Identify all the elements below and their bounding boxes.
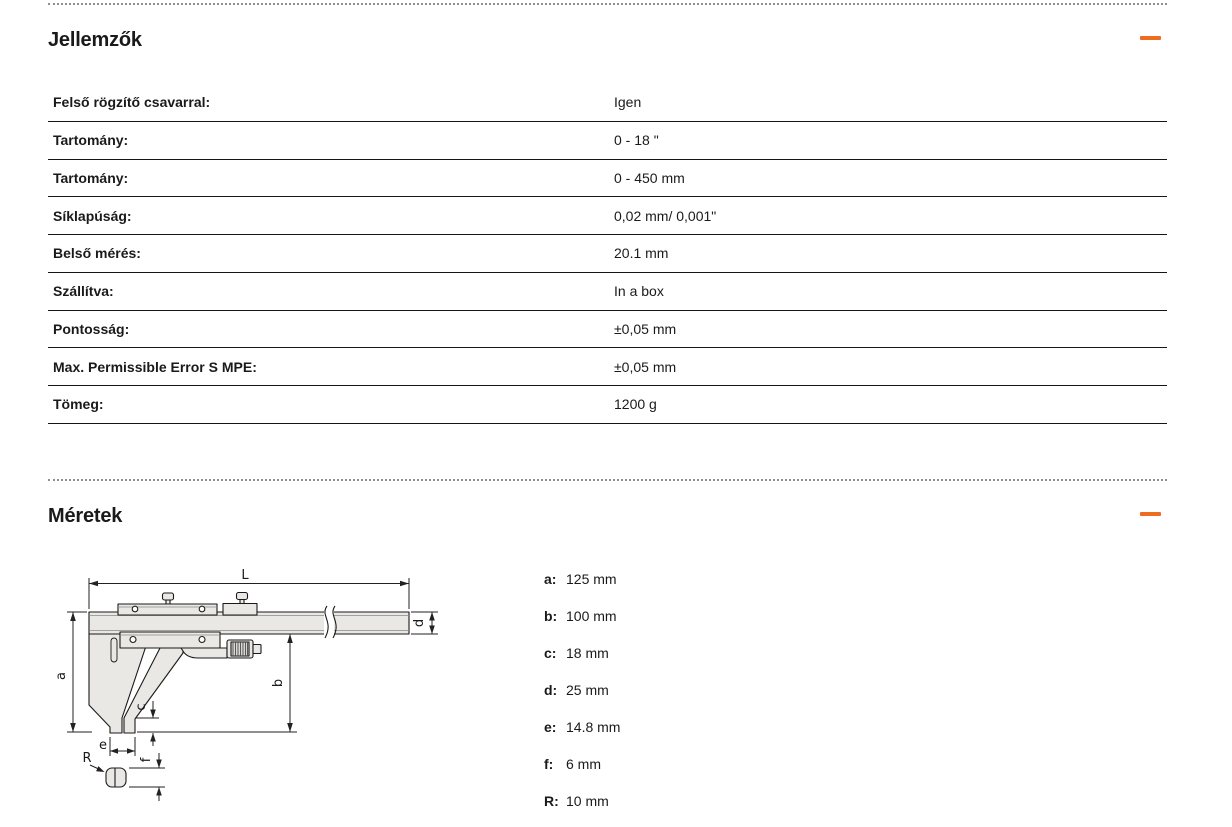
dimension-letter: b: — [544, 608, 558, 624]
table-row — [48, 348, 1167, 386]
table-row — [48, 311, 1167, 349]
spec-label: Felső rögzítő csavarral: — [53, 94, 211, 111]
dotted-separator-middle — [48, 479, 1167, 481]
table-row — [48, 386, 1167, 424]
dimension-value: 14.8 mm — [566, 719, 621, 735]
spec-value: ±0,05 mm — [614, 358, 677, 375]
dimension-letter: f: — [544, 756, 554, 772]
list-item — [544, 783, 844, 820]
spec-label: Síklapúság: — [53, 207, 132, 224]
list-item — [544, 709, 844, 746]
spec-value: ±0,05 mm — [614, 320, 677, 337]
spec-label: Max. Permissible Error S MPE: — [53, 358, 257, 375]
dotted-separator-top — [48, 3, 1167, 5]
spec-value: 20.1 mm — [614, 245, 669, 262]
dim-label-R: R — [82, 751, 92, 766]
dimension-value: 6 mm — [566, 756, 601, 772]
dimension-letter: c: — [544, 645, 557, 661]
collapse-minus-icon[interactable] — [1140, 512, 1161, 516]
dim-label-f: f — [139, 757, 154, 763]
dimension-letter: a: — [544, 571, 557, 587]
dimension-value: 125 mm — [566, 571, 617, 587]
table-row — [48, 84, 1167, 122]
spec-value: 0 - 18 " — [614, 132, 659, 149]
spec-value: 0,02 mm/ 0,001" — [614, 207, 717, 224]
dimension-letter: R: — [544, 793, 559, 809]
jaw-tip-cross-section — [106, 768, 126, 787]
spec-label: Tartomány: — [53, 169, 129, 186]
spec-label: Pontosság: — [53, 320, 130, 337]
dimension-value: 10 mm — [566, 793, 609, 809]
spec-label: Belső mérés: — [53, 245, 141, 262]
dim-label-e: e — [99, 738, 107, 753]
section-title-features: Jellemzők — [48, 29, 142, 51]
spec-value: In a box — [614, 283, 664, 300]
section-title-dimensions: Méretek — [48, 505, 123, 527]
dim-label-a: a — [54, 672, 69, 680]
dim-label-c: c — [134, 703, 149, 711]
thumb-screw — [237, 593, 248, 600]
caliper-technical-drawing — [40, 555, 470, 827]
dim-label-d: d — [412, 618, 427, 628]
spec-value: 1200 g — [614, 396, 657, 413]
dimension-value: 100 mm — [566, 608, 617, 624]
list-item — [544, 635, 844, 672]
dimension-letter: e: — [544, 719, 557, 735]
list-item — [544, 746, 844, 783]
list-item — [544, 561, 844, 598]
table-row — [48, 122, 1167, 160]
spec-value: 0 - 450 mm — [614, 169, 685, 186]
collapse-minus-icon[interactable] — [1140, 36, 1161, 40]
table-row — [48, 160, 1167, 198]
dimension-value: 25 mm — [566, 682, 609, 698]
list-item — [544, 598, 844, 635]
features-table — [48, 84, 1167, 424]
table-row — [48, 197, 1167, 235]
spec-label: Tartomány: — [53, 132, 129, 149]
dim-label-L: L — [241, 568, 249, 583]
dimension-list — [544, 561, 844, 820]
spec-value: Igen — [614, 94, 642, 111]
dimension-letter: d: — [544, 682, 558, 698]
dimension-value: 18 mm — [566, 645, 609, 661]
thumb-screw — [163, 593, 174, 600]
list-item — [544, 672, 844, 709]
spec-label: Szállítva: — [53, 283, 114, 300]
spec-label: Tömeg: — [53, 396, 104, 413]
table-row — [48, 273, 1167, 311]
table-row — [48, 235, 1167, 273]
dim-label-b: b — [271, 678, 286, 688]
